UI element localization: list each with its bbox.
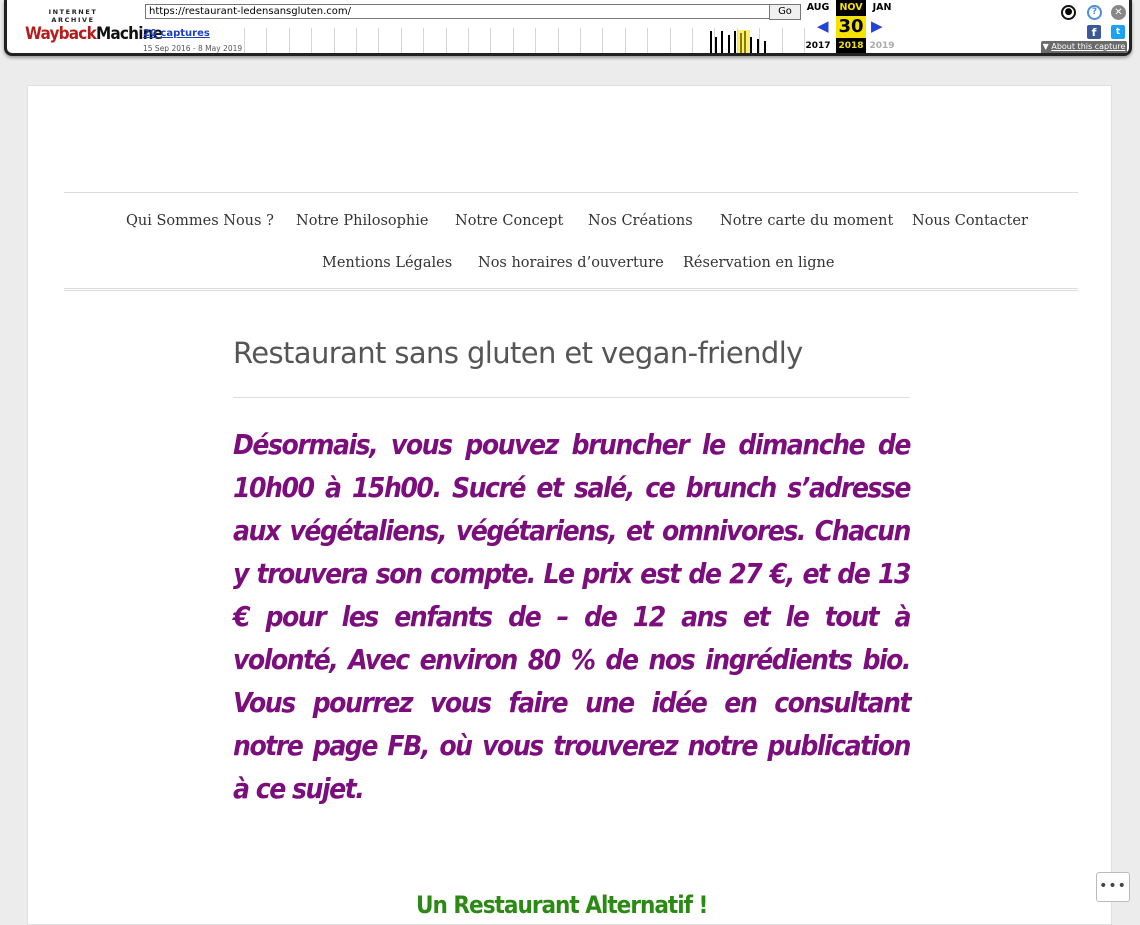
sparkline-capture-bar[interactable]	[721, 31, 723, 53]
wayback-current-day: 30	[836, 16, 866, 38]
wayback-captures-link[interactable]: 20 captures	[143, 28, 210, 39]
sparkline-year-divider	[423, 28, 424, 53]
sparkline-capture-bar[interactable]	[757, 39, 759, 53]
sparkline-year-divider	[311, 28, 312, 53]
sparkline-capture-bar[interactable]	[710, 31, 712, 53]
wayback-logo-machine: Machine	[95, 24, 163, 44]
wayback-url-input[interactable]: https://restaurant-ledensansgluten.com/	[145, 4, 774, 19]
sparkline-year-divider	[244, 28, 245, 53]
wayback-help-icon[interactable]: ?	[1087, 5, 1102, 20]
sparkline-year-divider	[580, 28, 581, 53]
sparkline-year-divider	[558, 28, 559, 53]
sparkline-year-divider	[266, 28, 267, 53]
nav-item-notre-philosophie[interactable]: Notre Philosophie	[296, 213, 429, 229]
sparkline-year-divider	[670, 28, 671, 53]
wayback-close-icon[interactable]: ✕	[1111, 5, 1126, 20]
wayback-capture-range: 15 Sep 2016 - 8 May 2019	[143, 44, 243, 53]
wayback-go-button[interactable]: Go	[769, 4, 801, 20]
sparkline-capture-bar[interactable]	[715, 37, 717, 53]
wayback-prev-arrow-icon[interactable]: ◀	[817, 17, 829, 35]
wayback-sparkline[interactable]	[244, 28, 804, 53]
sparkline-year-divider	[468, 28, 469, 53]
section-heading: Un Restaurant Alternatif !	[416, 891, 708, 919]
chevron-down-icon: ▼	[1042, 42, 1052, 51]
post-body-text: Désormais, vous pouvez bruncher le dimanche de 10h00 à 15h00. Sucré et salé, ce brunch s’adresse aux végétaliens, végétariens, et omnivores. Chacun y trouvera son compte. Le prix est de 27 €, et de 13 € pour les enfants de – de 12 ans et le tout à volonté, Avec environ 80 % de nos ingrédients bio. Vous pourrez vous faire une idée en consultant notre page FB, où vous trouverez notre publication à ce sujet.	[233, 428, 910, 805]
wayback-toolbar	[4, 0, 1132, 56]
sparkline-year-divider	[490, 28, 491, 53]
nav-item-qui-sommes-nous[interactable]: Qui Sommes Nous ?	[126, 213, 274, 229]
nav-item-nous-contacter[interactable]: Nous Contacter	[912, 213, 1028, 229]
sparkline-capture-bar[interactable]	[734, 31, 736, 53]
facebook-share-icon[interactable]: f	[1087, 25, 1101, 39]
wayback-about-capture[interactable]	[1041, 41, 1127, 53]
wayback-next-arrow-icon[interactable]: ▶	[871, 17, 883, 35]
nav-bottom-divider	[64, 288, 1078, 291]
title-divider	[233, 397, 910, 398]
nav-item-notre-carte[interactable]: Notre carte du moment	[720, 213, 894, 229]
nav-item-nos-creations[interactable]: Nos Créations	[588, 213, 693, 229]
wayback-prev-month[interactable]: AUG	[806, 2, 830, 13]
sparkline-year-divider	[647, 28, 648, 53]
wayback-next-month[interactable]: JAN	[872, 2, 892, 13]
sparkline-year-divider	[782, 28, 783, 53]
nav-item-horaires[interactable]: Nos horaires d’ouverture	[478, 255, 664, 271]
sparkline-capture-bar[interactable]	[764, 41, 766, 53]
sparkline-year-divider	[289, 28, 290, 53]
sparkline-year-divider	[535, 28, 536, 53]
sparkline-year-divider	[334, 28, 335, 53]
wayback-logo-top: INTERNET ARCHIVE	[48, 8, 98, 24]
wayback-logo-wordmark	[25, 24, 163, 44]
nav-item-notre-concept[interactable]: Notre Concept	[455, 213, 564, 229]
wayback-next-year[interactable]: 2019	[869, 41, 895, 51]
sparkline-year-divider	[513, 28, 514, 53]
sparkline-year-divider	[602, 28, 603, 53]
sparkline-year-divider	[401, 28, 402, 53]
nav-item-reservation[interactable]: Réservation en ligne	[683, 255, 835, 271]
wayback-about-label: About this capture	[1051, 42, 1126, 51]
twitter-share-icon[interactable]: t	[1111, 25, 1125, 39]
nav-item-mentions-legales[interactable]: Mentions Légales	[322, 255, 453, 271]
sparkline-year-divider	[625, 28, 626, 53]
sparkline-year-divider	[378, 28, 379, 53]
wayback-current-year: 2018	[838, 41, 864, 51]
sparkline-year-divider	[446, 28, 447, 53]
sparkline-year-divider	[356, 28, 357, 53]
wayback-user-icon[interactable]: ●	[1061, 5, 1076, 20]
sparkline-current-highlight	[738, 30, 750, 53]
page-card	[27, 85, 1112, 925]
wayback-current-month: NOV	[839, 2, 863, 13]
nav-top-divider	[64, 192, 1078, 193]
post-title: Restaurant sans gluten et vegan-friendly	[233, 336, 803, 370]
more-options-button[interactable]: •••	[1096, 872, 1130, 902]
sparkline-year-divider	[759, 28, 760, 53]
wayback-prev-year[interactable]: 2017	[805, 41, 831, 51]
sparkline-capture-bar[interactable]	[750, 37, 752, 53]
wayback-logo[interactable]	[25, 8, 163, 44]
wayback-logo-wayback: Wayback	[25, 24, 96, 44]
sparkline-capture-bar[interactable]	[728, 35, 730, 53]
sparkline-year-divider	[692, 28, 693, 53]
